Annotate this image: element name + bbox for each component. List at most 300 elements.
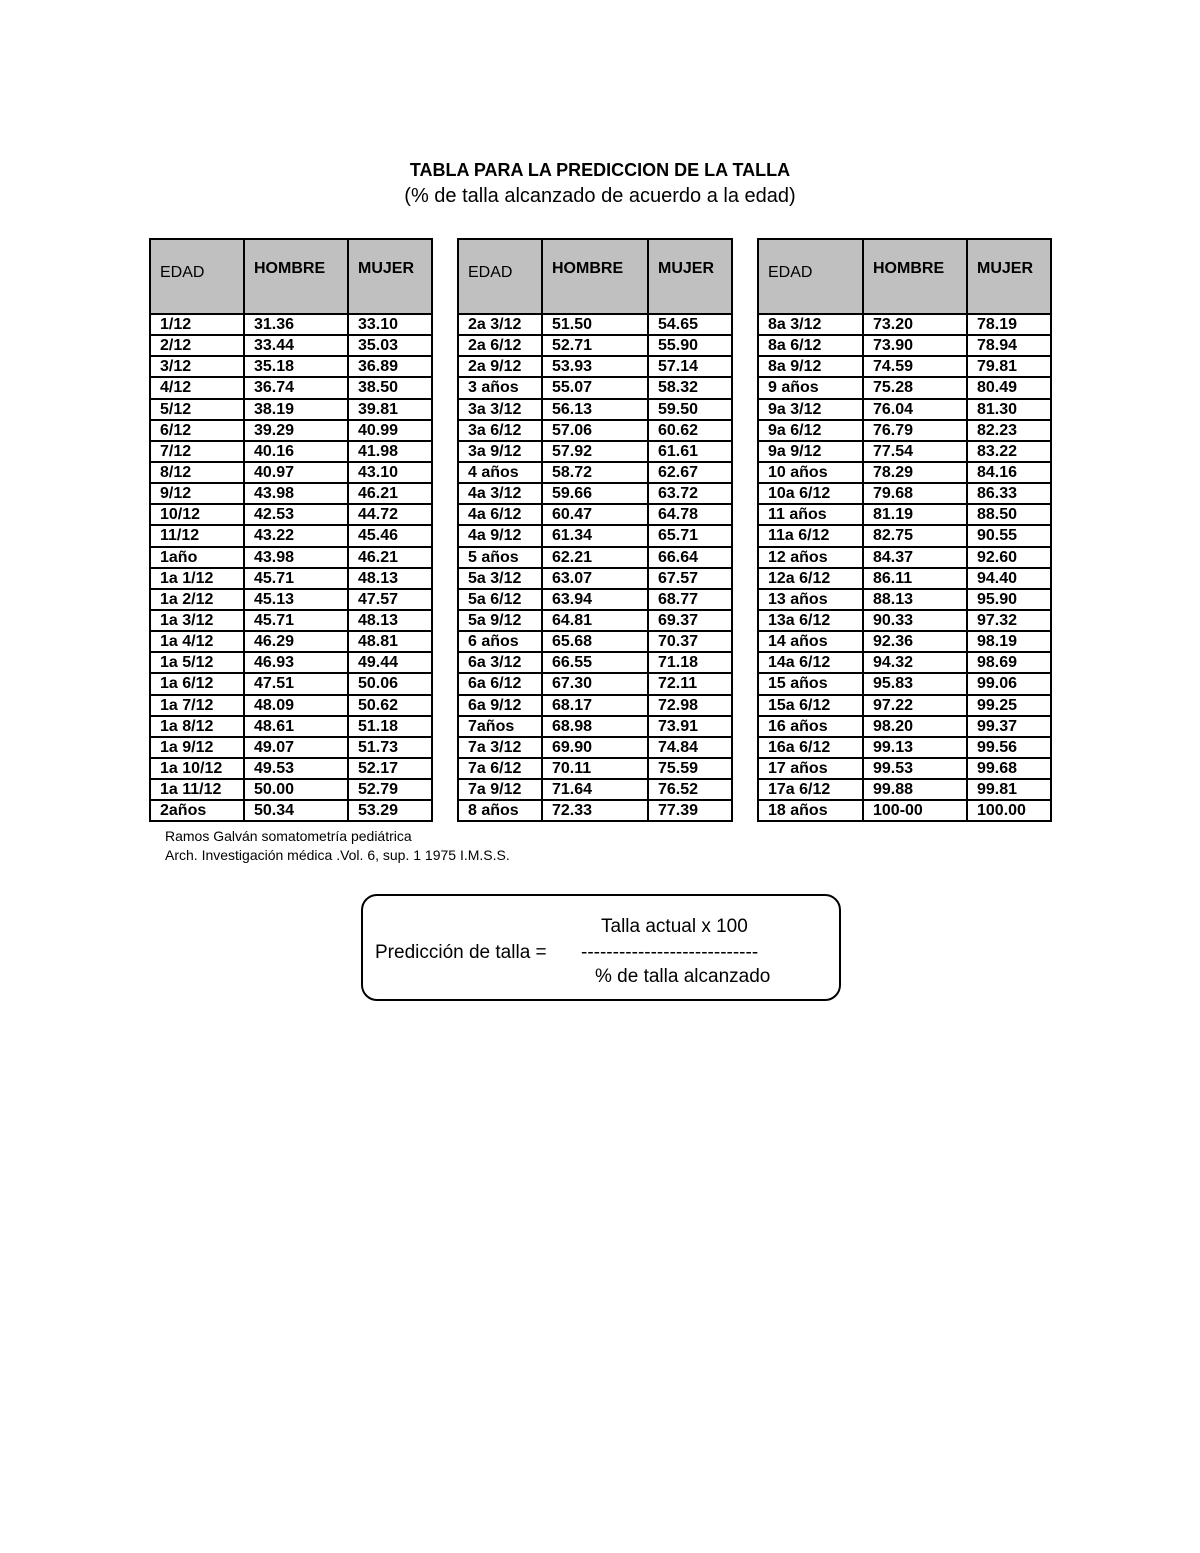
table-row: [150, 737, 432, 758]
table-row: [458, 779, 732, 800]
cell-edad: 13 años: [758, 589, 863, 610]
cell-hombre: 71.64: [542, 779, 648, 800]
table-row: [458, 652, 732, 673]
cell-edad: 2a 6/12: [458, 335, 542, 356]
cell-mujer: 95.90: [967, 589, 1051, 610]
cell-edad: 12a 6/12: [758, 568, 863, 589]
cell-edad: 5a 6/12: [458, 589, 542, 610]
height-table-1: [149, 238, 433, 822]
cell-edad: 15a 6/12: [758, 695, 863, 716]
table-row: [458, 314, 732, 335]
table-row: [758, 610, 1051, 631]
table-row: [150, 568, 432, 589]
cell-hombre: 47.51: [244, 673, 348, 694]
table-header-row: [458, 239, 732, 314]
cell-edad: 2a 3/12: [458, 314, 542, 335]
table-row: [458, 737, 732, 758]
table-row: [758, 335, 1051, 356]
cell-edad: 18 años: [758, 800, 863, 821]
table-row: [150, 314, 432, 335]
cell-mujer: 35.03: [348, 335, 432, 356]
cell-mujer: 53.29: [348, 800, 432, 821]
cell-edad: 7a 3/12: [458, 737, 542, 758]
height-table-3: [757, 238, 1052, 822]
table-row: [458, 335, 732, 356]
table-row: [758, 399, 1051, 420]
cell-hombre: 92.36: [863, 631, 967, 652]
table-row: [758, 800, 1051, 821]
cell-edad: 1a 9/12: [150, 737, 244, 758]
cell-mujer: 57.14: [648, 356, 732, 377]
cell-mujer: 68.77: [648, 589, 732, 610]
cell-hombre: 38.19: [244, 399, 348, 420]
cell-hombre: 95.83: [863, 673, 967, 694]
table-row: [758, 377, 1051, 398]
cell-edad: 8 años: [458, 800, 542, 821]
table-row: [150, 525, 432, 546]
cell-mujer: 99.81: [967, 779, 1051, 800]
table-row: [458, 441, 732, 462]
cell-edad: 3/12: [150, 356, 244, 377]
cell-edad: 7años: [458, 716, 542, 737]
table-row: [150, 483, 432, 504]
cell-edad: 9a 3/12: [758, 399, 863, 420]
table-row: [150, 335, 432, 356]
cell-mujer: 78.19: [967, 314, 1051, 335]
table-row: [150, 800, 432, 821]
table-row: [758, 504, 1051, 525]
table-row: [758, 547, 1051, 568]
cell-mujer: 72.98: [648, 695, 732, 716]
cell-hombre: 43.98: [244, 547, 348, 568]
table-row: [458, 377, 732, 398]
height-table-2: [457, 238, 733, 822]
cell-edad: 2años: [150, 800, 244, 821]
table-row: [458, 589, 732, 610]
cell-mujer: 77.39: [648, 800, 732, 821]
table-row: [150, 758, 432, 779]
cell-mujer: 98.69: [967, 652, 1051, 673]
cell-edad: 4/12: [150, 377, 244, 398]
cell-edad: 11/12: [150, 525, 244, 546]
cell-hombre: 99.88: [863, 779, 967, 800]
cell-hombre: 46.93: [244, 652, 348, 673]
cell-mujer: 41.98: [348, 441, 432, 462]
cell-mujer: 52.79: [348, 779, 432, 800]
cell-hombre: 60.47: [542, 504, 648, 525]
cell-hombre: 45.71: [244, 610, 348, 631]
cell-mujer: 55.90: [648, 335, 732, 356]
table-row: [150, 779, 432, 800]
cell-hombre: 78.29: [863, 462, 967, 483]
cell-mujer: 59.50: [648, 399, 732, 420]
table-row: [758, 779, 1051, 800]
formula-numerator: Talla actual x 100: [601, 916, 748, 937]
table-row: [758, 356, 1051, 377]
cell-edad: 9 años: [758, 377, 863, 398]
table-row: [150, 547, 432, 568]
cell-mujer: 46.21: [348, 547, 432, 568]
cell-mujer: 63.72: [648, 483, 732, 504]
cell-edad: 2a 9/12: [458, 356, 542, 377]
cell-edad: 9a 6/12: [758, 420, 863, 441]
cell-hombre: 51.50: [542, 314, 648, 335]
cell-mujer: 33.10: [348, 314, 432, 335]
cell-edad: 17 años: [758, 758, 863, 779]
cell-mujer: 75.59: [648, 758, 732, 779]
table-row: [458, 610, 732, 631]
cell-hombre: 59.66: [542, 483, 648, 504]
header-edad: EDAD: [458, 239, 542, 314]
cell-edad: 13a 6/12: [758, 610, 863, 631]
cell-edad: 1a 2/12: [150, 589, 244, 610]
cell-mujer: 67.57: [648, 568, 732, 589]
cell-edad: 8/12: [150, 462, 244, 483]
cell-edad: 9/12: [150, 483, 244, 504]
cell-edad: 9a 9/12: [758, 441, 863, 462]
cell-mujer: 73.91: [648, 716, 732, 737]
cell-hombre: 75.28: [863, 377, 967, 398]
cell-mujer: 84.16: [967, 462, 1051, 483]
cell-hombre: 35.18: [244, 356, 348, 377]
cell-hombre: 55.07: [542, 377, 648, 398]
cell-hombre: 62.21: [542, 547, 648, 568]
cell-mujer: 79.81: [967, 356, 1051, 377]
cell-mujer: 36.89: [348, 356, 432, 377]
cell-mujer: 39.81: [348, 399, 432, 420]
cell-hombre: 49.07: [244, 737, 348, 758]
cell-hombre: 46.29: [244, 631, 348, 652]
cell-mujer: 50.62: [348, 695, 432, 716]
table-row: [758, 314, 1051, 335]
cell-mujer: 99.37: [967, 716, 1051, 737]
table-header-row: [150, 239, 432, 314]
cell-mujer: 43.10: [348, 462, 432, 483]
cell-mujer: 40.99: [348, 420, 432, 441]
cell-edad: 16a 6/12: [758, 737, 863, 758]
table-row: [150, 441, 432, 462]
cell-hombre: 76.79: [863, 420, 967, 441]
cell-hombre: 58.72: [542, 462, 648, 483]
table-row: [458, 547, 732, 568]
table-row: [458, 673, 732, 694]
cell-edad: 12 años: [758, 547, 863, 568]
cell-hombre: 48.09: [244, 695, 348, 716]
cell-edad: 1a 7/12: [150, 695, 244, 716]
cell-edad: 1a 11/12: [150, 779, 244, 800]
cell-hombre: 99.13: [863, 737, 967, 758]
table-row: [758, 695, 1051, 716]
cell-edad: 3 años: [458, 377, 542, 398]
table-row: [758, 483, 1051, 504]
table-row: [150, 631, 432, 652]
header-mujer: MUJER: [967, 239, 1051, 314]
cell-edad: 1a 1/12: [150, 568, 244, 589]
cell-mujer: 78.94: [967, 335, 1051, 356]
cell-edad: 5 años: [458, 547, 542, 568]
table-row: [758, 525, 1051, 546]
cell-edad: 10 años: [758, 462, 863, 483]
table-row: [758, 462, 1051, 483]
cell-hombre: 77.54: [863, 441, 967, 462]
cell-mujer: 90.55: [967, 525, 1051, 546]
cell-hombre: 68.17: [542, 695, 648, 716]
cell-mujer: 48.13: [348, 610, 432, 631]
cell-hombre: 90.33: [863, 610, 967, 631]
cell-hombre: 73.20: [863, 314, 967, 335]
cell-hombre: 53.93: [542, 356, 648, 377]
cell-edad: 8a 9/12: [758, 356, 863, 377]
cell-hombre: 56.13: [542, 399, 648, 420]
cell-mujer: 83.22: [967, 441, 1051, 462]
cell-mujer: 100.00: [967, 800, 1051, 821]
cell-mujer: 52.17: [348, 758, 432, 779]
table-row: [150, 652, 432, 673]
source-citation-line-2: Arch. Investigación médica .Vol. 6, sup. 1 1975 I.M.S.S.: [165, 847, 510, 863]
header-edad: EDAD: [758, 239, 863, 314]
cell-hombre: 50.34: [244, 800, 348, 821]
cell-edad: 2/12: [150, 335, 244, 356]
cell-edad: 1/12: [150, 314, 244, 335]
cell-hombre: 31.36: [244, 314, 348, 335]
cell-mujer: 99.06: [967, 673, 1051, 694]
cell-hombre: 73.90: [863, 335, 967, 356]
cell-hombre: 97.22: [863, 695, 967, 716]
cell-mujer: 99.25: [967, 695, 1051, 716]
table-row: [150, 716, 432, 737]
table-row: [758, 441, 1051, 462]
header-mujer: MUJER: [648, 239, 732, 314]
cell-hombre: 67.30: [542, 673, 648, 694]
cell-hombre: 39.29: [244, 420, 348, 441]
cell-hombre: 43.22: [244, 525, 348, 546]
table-row: [458, 631, 732, 652]
table-row: [758, 716, 1051, 737]
cell-edad: 1a 4/12: [150, 631, 244, 652]
cell-mujer: 48.13: [348, 568, 432, 589]
cell-hombre: 57.06: [542, 420, 648, 441]
table-row: [150, 399, 432, 420]
cell-edad: 16 años: [758, 716, 863, 737]
table-row: [758, 737, 1051, 758]
cell-mujer: 76.52: [648, 779, 732, 800]
cell-hombre: 79.68: [863, 483, 967, 504]
cell-hombre: 74.59: [863, 356, 967, 377]
cell-hombre: 43.98: [244, 483, 348, 504]
cell-edad: 11a 6/12: [758, 525, 863, 546]
cell-edad: 6 años: [458, 631, 542, 652]
cell-hombre: 48.61: [244, 716, 348, 737]
cell-mujer: 54.65: [648, 314, 732, 335]
document-subtitle: (% de talla alcanzado de acuerdo a la edad): [404, 185, 796, 207]
table-row: [758, 631, 1051, 652]
table-row: [458, 483, 732, 504]
formula-denominator: % de talla alcanzado: [595, 966, 771, 987]
header-hombre: HOMBRE: [863, 239, 967, 314]
cell-edad: 8a 3/12: [758, 314, 863, 335]
cell-mujer: 48.81: [348, 631, 432, 652]
cell-edad: 1año: [150, 547, 244, 568]
cell-hombre: 40.16: [244, 441, 348, 462]
cell-hombre: 63.94: [542, 589, 648, 610]
cell-mujer: 64.78: [648, 504, 732, 525]
cell-mujer: 82.23: [967, 420, 1051, 441]
cell-hombre: 52.71: [542, 335, 648, 356]
cell-mujer: 92.60: [967, 547, 1051, 568]
table-row: [758, 568, 1051, 589]
header-hombre: HOMBRE: [244, 239, 348, 314]
cell-edad: 6a 9/12: [458, 695, 542, 716]
cell-hombre: 88.13: [863, 589, 967, 610]
table-row: [458, 716, 732, 737]
cell-hombre: 49.53: [244, 758, 348, 779]
cell-edad: 1a 8/12: [150, 716, 244, 737]
cell-edad: 5/12: [150, 399, 244, 420]
cell-edad: 10/12: [150, 504, 244, 525]
cell-mujer: 69.37: [648, 610, 732, 631]
cell-edad: 7/12: [150, 441, 244, 462]
table-row: [758, 758, 1051, 779]
header-mujer: MUJER: [348, 239, 432, 314]
cell-edad: 6a 3/12: [458, 652, 542, 673]
cell-mujer: 97.32: [967, 610, 1051, 631]
cell-hombre: 45.13: [244, 589, 348, 610]
cell-edad: 1a 10/12: [150, 758, 244, 779]
cell-mujer: 62.67: [648, 462, 732, 483]
cell-mujer: 51.18: [348, 716, 432, 737]
cell-hombre: 61.34: [542, 525, 648, 546]
cell-hombre: 81.19: [863, 504, 967, 525]
cell-mujer: 72.11: [648, 673, 732, 694]
cell-hombre: 100-00: [863, 800, 967, 821]
cell-edad: 5a 3/12: [458, 568, 542, 589]
table-row: [458, 695, 732, 716]
cell-mujer: 65.71: [648, 525, 732, 546]
cell-hombre: 40.97: [244, 462, 348, 483]
cell-hombre: 66.55: [542, 652, 648, 673]
cell-hombre: 84.37: [863, 547, 967, 568]
cell-mujer: 86.33: [967, 483, 1051, 504]
cell-mujer: 66.64: [648, 547, 732, 568]
cell-hombre: 86.11: [863, 568, 967, 589]
cell-edad: 4 años: [458, 462, 542, 483]
cell-hombre: 70.11: [542, 758, 648, 779]
table-row: [150, 420, 432, 441]
cell-edad: 3a 3/12: [458, 399, 542, 420]
formula-divider: ----------------------------: [581, 942, 759, 963]
cell-hombre: 76.04: [863, 399, 967, 420]
cell-mujer: 74.84: [648, 737, 732, 758]
cell-edad: 17a 6/12: [758, 779, 863, 800]
cell-edad: 4a 3/12: [458, 483, 542, 504]
cell-edad: 15 años: [758, 673, 863, 694]
table-row: [150, 462, 432, 483]
document-title: TABLA PARA LA PREDICCION DE LA TALLA: [409, 160, 791, 180]
cell-hombre: 63.07: [542, 568, 648, 589]
cell-mujer: 47.57: [348, 589, 432, 610]
table-row: [150, 589, 432, 610]
cell-hombre: 82.75: [863, 525, 967, 546]
cell-edad: 8a 6/12: [758, 335, 863, 356]
cell-mujer: 88.50: [967, 504, 1051, 525]
cell-mujer: 61.61: [648, 441, 732, 462]
cell-mujer: 81.30: [967, 399, 1051, 420]
cell-mujer: 38.50: [348, 377, 432, 398]
table-row: [758, 673, 1051, 694]
cell-edad: 7a 6/12: [458, 758, 542, 779]
source-citation-line-1: Ramos Galván somatometría pediátrica: [165, 828, 412, 844]
header-hombre: HOMBRE: [542, 239, 648, 314]
cell-mujer: 44.72: [348, 504, 432, 525]
table-row: [758, 652, 1051, 673]
cell-mujer: 99.68: [967, 758, 1051, 779]
table-row: [458, 420, 732, 441]
cell-mujer: 99.56: [967, 737, 1051, 758]
cell-hombre: 36.74: [244, 377, 348, 398]
table-row: [458, 462, 732, 483]
cell-edad: 14 años: [758, 631, 863, 652]
cell-edad: 5a 9/12: [458, 610, 542, 631]
cell-hombre: 57.92: [542, 441, 648, 462]
table-row: [150, 377, 432, 398]
cell-edad: 6a 6/12: [458, 673, 542, 694]
table-row: [458, 758, 732, 779]
cell-edad: 4a 6/12: [458, 504, 542, 525]
cell-edad: 1a 5/12: [150, 652, 244, 673]
cell-hombre: 72.33: [542, 800, 648, 821]
cell-hombre: 68.98: [542, 716, 648, 737]
table-row: [458, 568, 732, 589]
cell-mujer: 46.21: [348, 483, 432, 504]
table-row: [150, 356, 432, 377]
cell-hombre: 69.90: [542, 737, 648, 758]
cell-edad: 1a 6/12: [150, 673, 244, 694]
cell-edad: 7a 9/12: [458, 779, 542, 800]
cell-hombre: 98.20: [863, 716, 967, 737]
cell-hombre: 99.53: [863, 758, 967, 779]
table-row: [150, 610, 432, 631]
table-row: [758, 589, 1051, 610]
cell-mujer: 58.32: [648, 377, 732, 398]
cell-edad: 6/12: [150, 420, 244, 441]
cell-edad: 3a 6/12: [458, 420, 542, 441]
cell-edad: 10a 6/12: [758, 483, 863, 504]
cell-mujer: 98.19: [967, 631, 1051, 652]
cell-edad: 11 años: [758, 504, 863, 525]
cell-mujer: 50.06: [348, 673, 432, 694]
table-row: [458, 525, 732, 546]
cell-edad: 1a 3/12: [150, 610, 244, 631]
cell-hombre: 50.00: [244, 779, 348, 800]
header-edad: EDAD: [150, 239, 244, 314]
cell-mujer: 49.44: [348, 652, 432, 673]
cell-hombre: 94.32: [863, 652, 967, 673]
cell-hombre: 42.53: [244, 504, 348, 525]
table-row: [458, 800, 732, 821]
table-row: [458, 356, 732, 377]
table-row: [150, 673, 432, 694]
table-row: [458, 399, 732, 420]
cell-edad: 3a 9/12: [458, 441, 542, 462]
table-row: [150, 695, 432, 716]
cell-mujer: 60.62: [648, 420, 732, 441]
cell-mujer: 70.37: [648, 631, 732, 652]
table-row: [150, 504, 432, 525]
cell-mujer: 45.46: [348, 525, 432, 546]
table-header-row: [758, 239, 1051, 314]
cell-hombre: 45.71: [244, 568, 348, 589]
formula-box: [361, 894, 841, 1001]
